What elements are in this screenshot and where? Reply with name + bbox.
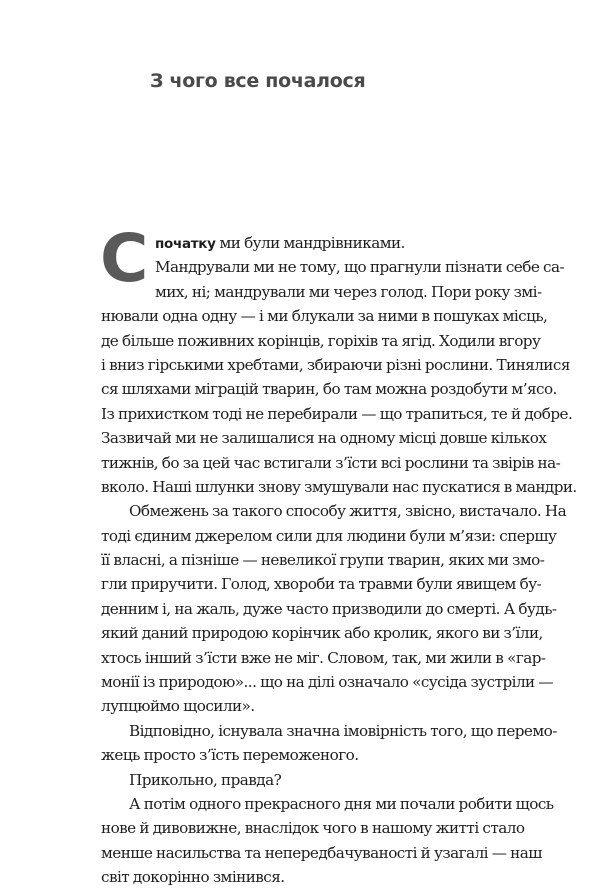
text-line: тижнів, бо за цей час встигали з’їсти всі рослини та звірів на-	[101, 453, 561, 472]
text-line: тоді єдиним джерелом сили для людини були м’язи: спершу	[101, 526, 557, 545]
text-line: Відповідно, існувала значна імовірність того, що перемо-	[129, 721, 557, 740]
text-line: А потім одного прекрасного дня ми почали робити щось	[129, 794, 554, 813]
text-line: початку ми були мандрівниками.	[155, 234, 405, 252]
text-line: який даний природою корінчик або кролик, якого ви з’їли,	[101, 624, 543, 643]
text-line: світ докорінно змінився.	[101, 868, 285, 887]
text-line: жець просто з’їсть переможеного.	[101, 746, 359, 765]
text-line: ся шляхами міграцій тварин, бо там можна роздобути м’ясо.	[101, 380, 557, 399]
text-line: менше насильства та непередбачуваності й узагалі — наш	[101, 843, 542, 862]
lead-word: початку	[155, 236, 216, 252]
text-line: денним і, на жаль, дуже часто призводили до смерті. А будь-	[101, 599, 557, 618]
text-line: нове й дивовижне, внаслідок чого в нашому житті стало	[101, 819, 525, 838]
drop-cap-letter: С	[100, 220, 149, 297]
text-line: Із прихистком тоді не перебирали — що трапиться, те й добре.	[101, 404, 573, 423]
text-line: гли приручити. Голод, хвороби та травми були явищем бу-	[101, 575, 542, 594]
text-line: хтось інший з’їсти вже не міг. Словом, так, ми жили в «гар-	[101, 648, 546, 667]
chapter-body	[101, 231, 577, 890]
chapter-title: З чого все почалося	[150, 70, 366, 92]
text-line: де більше поживних корінців, горіхів та ягід. Ходили вгору	[101, 331, 541, 350]
text-line: лупцюймо щосили».	[101, 697, 255, 716]
text-line: Мандрували ми не тому, що прагнули пізнати себе са-	[155, 258, 565, 277]
text-line: Зазвичай ми не залишалися на одному місці довше кількох	[101, 429, 547, 448]
text-line: Прикольно, правда?	[129, 770, 282, 789]
text-line: мих, ні; мандрували ми через голод. Пори року змі-	[155, 282, 542, 301]
text-line: Обмежень за такого способу життя, звісно, вистачало. На	[129, 502, 567, 521]
text-line: монії із природою»... що на ділі означало «сусіда зустріли —	[101, 673, 554, 692]
text-line: вколо. Наші шлунки знову змушували нас пускатися в мандри.	[101, 477, 577, 496]
text-line: її власні, а пізніше — невеликої групи тварин, яких ми змо-	[101, 551, 545, 570]
text-line: нювали одна одну — і ми блукали за ними в пошуках місць,	[101, 307, 548, 326]
text-line: і вниз гірськими хребтами, збираючи різні рослини. Тинялися	[101, 355, 570, 374]
